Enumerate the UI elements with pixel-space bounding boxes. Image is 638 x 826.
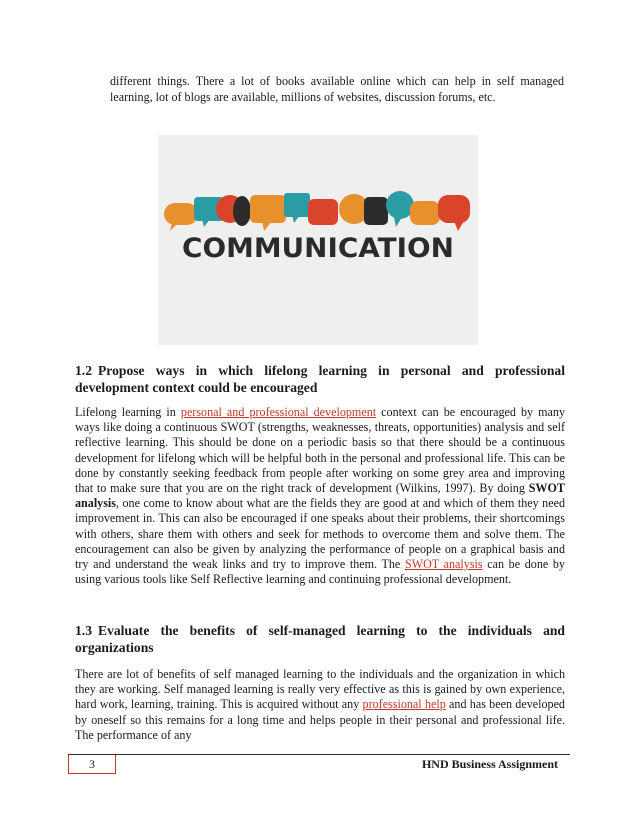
personal-development-link[interactable]: personal and professional development <box>180 405 377 419</box>
text-segment: and has been developed by oneself so this remains for a long time and helps people in their personal and professional life. The performance of any <box>75 697 565 742</box>
text-segment: context can be encouraged by many ways like doing a continuous SWOT (strengths, weaknesses, threats, opportunities) analysis and self reflective learning. This should be done on a periodic basis so that there should be a continuous development for lifelong which will be helpful both in the personal and professional life. This can be done by constantly seeking feedback from people after working on some grey area and improving that to make sure that you are on the right track of development (Wilkins, 1997). By doing <box>75 405 566 496</box>
section-number: 1.2 <box>75 363 92 378</box>
text-segment: can be done by using various tools like Self Reflective learning and continuing professional development. <box>75 557 565 587</box>
section-number: 1.3 <box>75 623 92 638</box>
footer-title: HND Business Assignment <box>421 757 558 771</box>
text-segment: , one come to know about what are the fields they are good at and which of them they need improvement in. This can also be encouraged if one speaks about their problems, their shortcomings with others, share them with others and seek for methods to overcome them and solve them. The encouragement can also be given by analyzing the performance of people on a graphical basis and try and understand the weak links and try to improve them. The <box>75 496 565 572</box>
swot-analysis-link[interactable]: SWOT analysis <box>404 557 483 572</box>
text-segment: Lifelong learning in <box>75 405 181 419</box>
professional-help-link[interactable]: professional help <box>362 697 446 712</box>
text-segment: There are lot of benefits of self managed learning to the individuals and the organization in which they are working. Self managed learning is really very effective as this is gained by own experience, hard work, learning, training. This is acquired without any <box>75 667 565 712</box>
page-number: 3 <box>68 755 116 774</box>
communication-image <box>158 135 478 345</box>
section-1-2-heading <box>75 362 565 396</box>
section-1-3-heading <box>75 622 565 656</box>
speech-bubbles-illustration <box>158 135 478 345</box>
section-1-3-paragraph <box>75 667 565 743</box>
intro-paragraph: different things. There a lot of books available online which can help in self managed learning, lot of blogs are available, millions of websites, discussion forums, etc. <box>110 74 564 104</box>
section-title: Evaluate the benefits of self-managed learning to the individuals and organizations <box>75 623 565 655</box>
section-1-2-paragraph <box>75 405 565 587</box>
footer-divider <box>68 754 570 755</box>
section-title: Propose ways in which lifelong learning in personal and professional development context could be encouraged <box>75 363 565 395</box>
swot-bold-text: SWOT analysis <box>75 481 565 511</box>
communication-word: COMMUNICATION <box>182 233 454 264</box>
